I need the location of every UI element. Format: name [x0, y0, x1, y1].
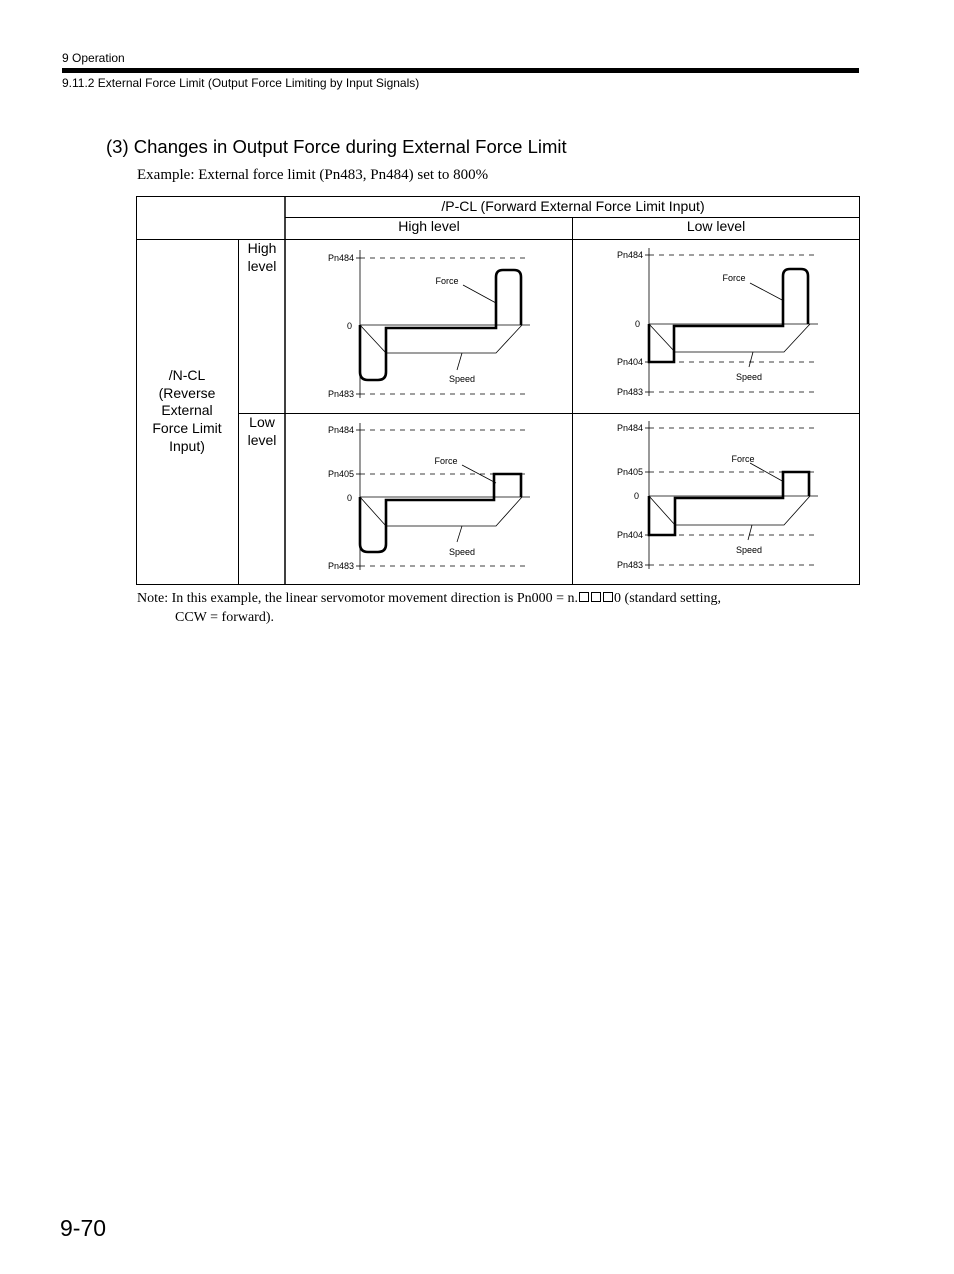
- axis-label-pn483: Pn483: [327, 389, 354, 399]
- graph-low-low: [617, 421, 818, 570]
- row-header-ncl: [152, 367, 221, 454]
- row-label-low: [248, 414, 277, 448]
- row-header-line: External: [161, 402, 213, 418]
- chapter-header: 9 Operation: [62, 51, 125, 65]
- row-header-line: Force Limit: [152, 420, 222, 436]
- axis-label-pn483: Pn483: [616, 387, 643, 397]
- row-label-high: [248, 240, 277, 274]
- speed-label: Speed: [735, 372, 763, 382]
- axis-label-zero: 0: [346, 493, 352, 503]
- force-label: Force: [434, 456, 458, 466]
- axis-label-zero: 0: [634, 319, 640, 329]
- note-prefix: Note: In this example, the linear servomotor movement direction is Pn000 = n.: [137, 591, 579, 606]
- graph-low-high: [328, 423, 530, 571]
- axis-label-pn405: Pn405: [327, 469, 354, 479]
- axis-label-pn404: Pn404: [616, 530, 643, 540]
- axis-label-pn483: Pn483: [616, 560, 643, 570]
- row-label-line: Low: [249, 414, 275, 430]
- speed-label: Speed: [448, 547, 476, 557]
- note-suffix: 0 (standard setting,: [614, 591, 721, 606]
- axis-label-pn484: Pn484: [616, 423, 643, 433]
- square-placeholder-icon: [603, 592, 613, 602]
- graph-high-low: [617, 248, 818, 397]
- row-label-line: level: [247, 432, 277, 448]
- axis-label-pn405: Pn405: [616, 467, 643, 477]
- col-header-high: High level: [398, 218, 460, 234]
- row-header-line: (Reverse: [158, 385, 216, 401]
- col-header-pcl: /P-CL (Forward External Force Limit Input): [441, 198, 705, 214]
- note-line-2: CCW = forward).: [175, 610, 275, 625]
- axis-label-pn483: Pn483: [327, 561, 354, 571]
- axis-label-zero: 0: [346, 321, 352, 331]
- axis-label-pn484: Pn484: [327, 425, 354, 435]
- row-label-line: High: [247, 240, 277, 256]
- row-label-line: level: [247, 258, 277, 274]
- force-label: Force: [731, 454, 755, 464]
- col-header-low: Low level: [686, 218, 746, 234]
- square-placeholder-icon: [591, 592, 601, 602]
- axis-label-zero: 0: [633, 491, 639, 501]
- page-number: 9-70: [60, 1215, 107, 1241]
- axis-label-pn484: Pn484: [616, 250, 643, 260]
- force-limit-diagram-table: [0, 0, 954, 600]
- force-label: Force: [722, 273, 746, 283]
- force-label: Force: [435, 276, 459, 286]
- section-title: (3) Changes in Output Force during External Force Limit: [106, 136, 567, 157]
- axis-label-pn484: Pn484: [327, 253, 354, 263]
- speed-label: Speed: [735, 545, 763, 555]
- axis-label-pn404: Pn404: [616, 357, 643, 367]
- note-line-1: [137, 591, 721, 607]
- row-header-line: Input): [169, 438, 205, 454]
- graph-high-high: [328, 250, 530, 399]
- speed-label: Speed: [448, 374, 476, 384]
- section-header: 9.11.2 External Force Limit (Output Force Limiting by Input Signals): [62, 76, 420, 90]
- example-text: Example: External force limit (Pn483, Pn484) set to 800%: [137, 167, 489, 183]
- square-placeholder-icon: [579, 592, 589, 602]
- row-header-line: /N-CL: [168, 367, 206, 383]
